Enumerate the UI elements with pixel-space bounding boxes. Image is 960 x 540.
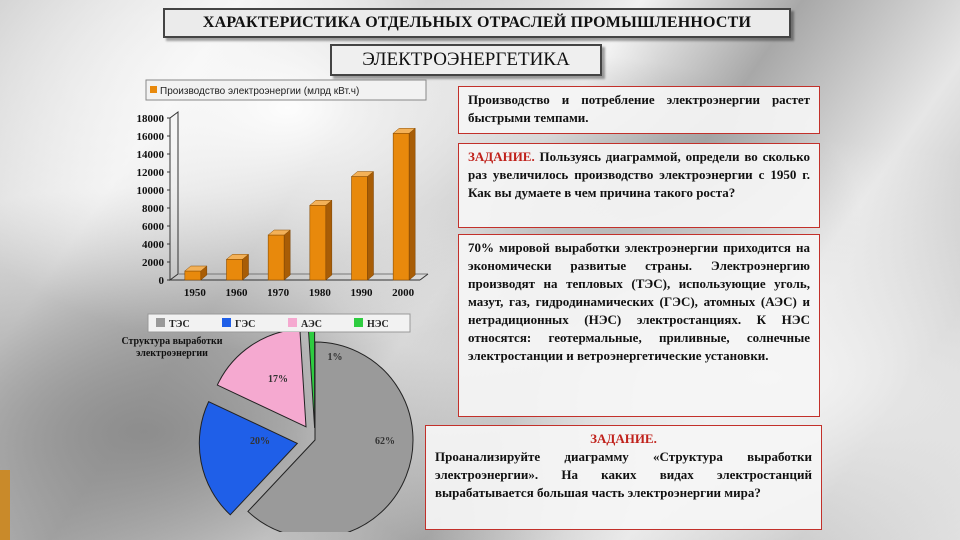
- legend-label: ТЭС: [169, 319, 190, 330]
- bar-chart-title-text: Производство электроэнергии (млрд кВт.ч): [160, 86, 360, 97]
- x-tick-label: 1960: [225, 287, 248, 299]
- y-tick-label: 16000: [136, 131, 164, 143]
- bar-chart-legend: [148, 314, 410, 332]
- pie-slice-label: 1%: [327, 352, 343, 363]
- bar: [352, 172, 374, 281]
- legend-swatch-production: [150, 86, 157, 93]
- pie-slice-label: 17%: [268, 374, 288, 385]
- legend-label: АЭС: [301, 319, 322, 330]
- pie-chart: [100, 332, 420, 532]
- bar: [185, 266, 207, 280]
- x-tick-label: 1950: [183, 287, 206, 299]
- y-tick-label: 0: [158, 275, 164, 287]
- y-tick-label: 8000: [142, 203, 164, 215]
- pie-chart-title-line2: электроэнергии: [136, 348, 208, 359]
- info-box-growth: [458, 86, 820, 134]
- x-tick-label: 1970: [267, 287, 290, 299]
- page-subtitle: ЭЛЕКТРОЭНЕРГЕТИКА: [330, 44, 602, 76]
- task-box-growth: [458, 143, 820, 228]
- legend-label: ГЭС: [235, 319, 256, 330]
- task-label: ЗАДАНИЕ.: [468, 149, 535, 164]
- pie-slice: [308, 332, 314, 428]
- y-tick-label: 18000: [136, 113, 164, 125]
- floor-edge: [420, 274, 428, 280]
- x-tick-label: 1980: [308, 287, 331, 299]
- bar-chart: [100, 78, 440, 336]
- task-text: Проанализируйте диаграмму «Структура выработки электроэнергии». На каких видах электростанций вырабатывается большая часть электроэнергии мира?: [435, 449, 812, 500]
- info-box-growth-text: Производство и потребление электроэнергии растет быстрыми темпами.: [468, 92, 810, 125]
- legend-label: НЭС: [367, 319, 389, 330]
- y-tick-label: 2000: [142, 257, 164, 269]
- legend-swatch: [156, 318, 165, 327]
- y-tick-label: 6000: [142, 221, 164, 233]
- bar: [393, 128, 415, 280]
- page-title: ХАРАКТЕРИСТИКА ОТДЕЛЬНЫХ ОТРАСЛЕЙ ПРОМЫШЛЕННОСТИ: [163, 8, 791, 38]
- bar: [227, 254, 249, 280]
- y-tick-label: 14000: [136, 149, 164, 161]
- pie-slice-label: 62%: [375, 436, 395, 447]
- pie-slice-label: 20%: [250, 436, 270, 447]
- pie-chart-title-line1: Структура выработки: [121, 336, 223, 347]
- y-tick-label: 10000: [136, 185, 164, 197]
- y-tick-label: 12000: [136, 167, 164, 179]
- bar-chart-side-wall: [170, 112, 178, 280]
- legend-swatch: [354, 318, 363, 327]
- task-box-structure: [425, 425, 822, 530]
- x-tick-label: 2000: [392, 287, 415, 299]
- info-box-structure: [458, 234, 820, 417]
- legend-swatch: [288, 318, 297, 327]
- bar: [310, 200, 332, 280]
- x-tick-label: 1990: [350, 287, 373, 299]
- info-box-structure-text: 70% мировой выработки электроэнергии приходится на экономически развитые страны. Электроэнергию производят на тепловых (ТЭС), использующие уголь, мазут, газ, гидродинамических (ГЭС), атомных (АЭС) и нетрадиционных (НЭС) электростанциях. К НЭС относятся: геотермальные, приливные, солнечные электростанции и ветроэнергетические установки.: [468, 240, 810, 363]
- task-label: ЗАДАНИЕ.: [590, 431, 657, 446]
- bar: [268, 230, 290, 280]
- bar-chart-title: [146, 80, 426, 100]
- y-tick-label: 4000: [142, 239, 164, 251]
- task-text: Пользуясь диаграммой, определи во сколько раз увеличилось производство электроэнергии с 1950 г. Как вы думаете в чем причина такого роста?: [468, 149, 810, 200]
- legend-swatch: [222, 318, 231, 327]
- decorative-strip: [0, 470, 10, 540]
